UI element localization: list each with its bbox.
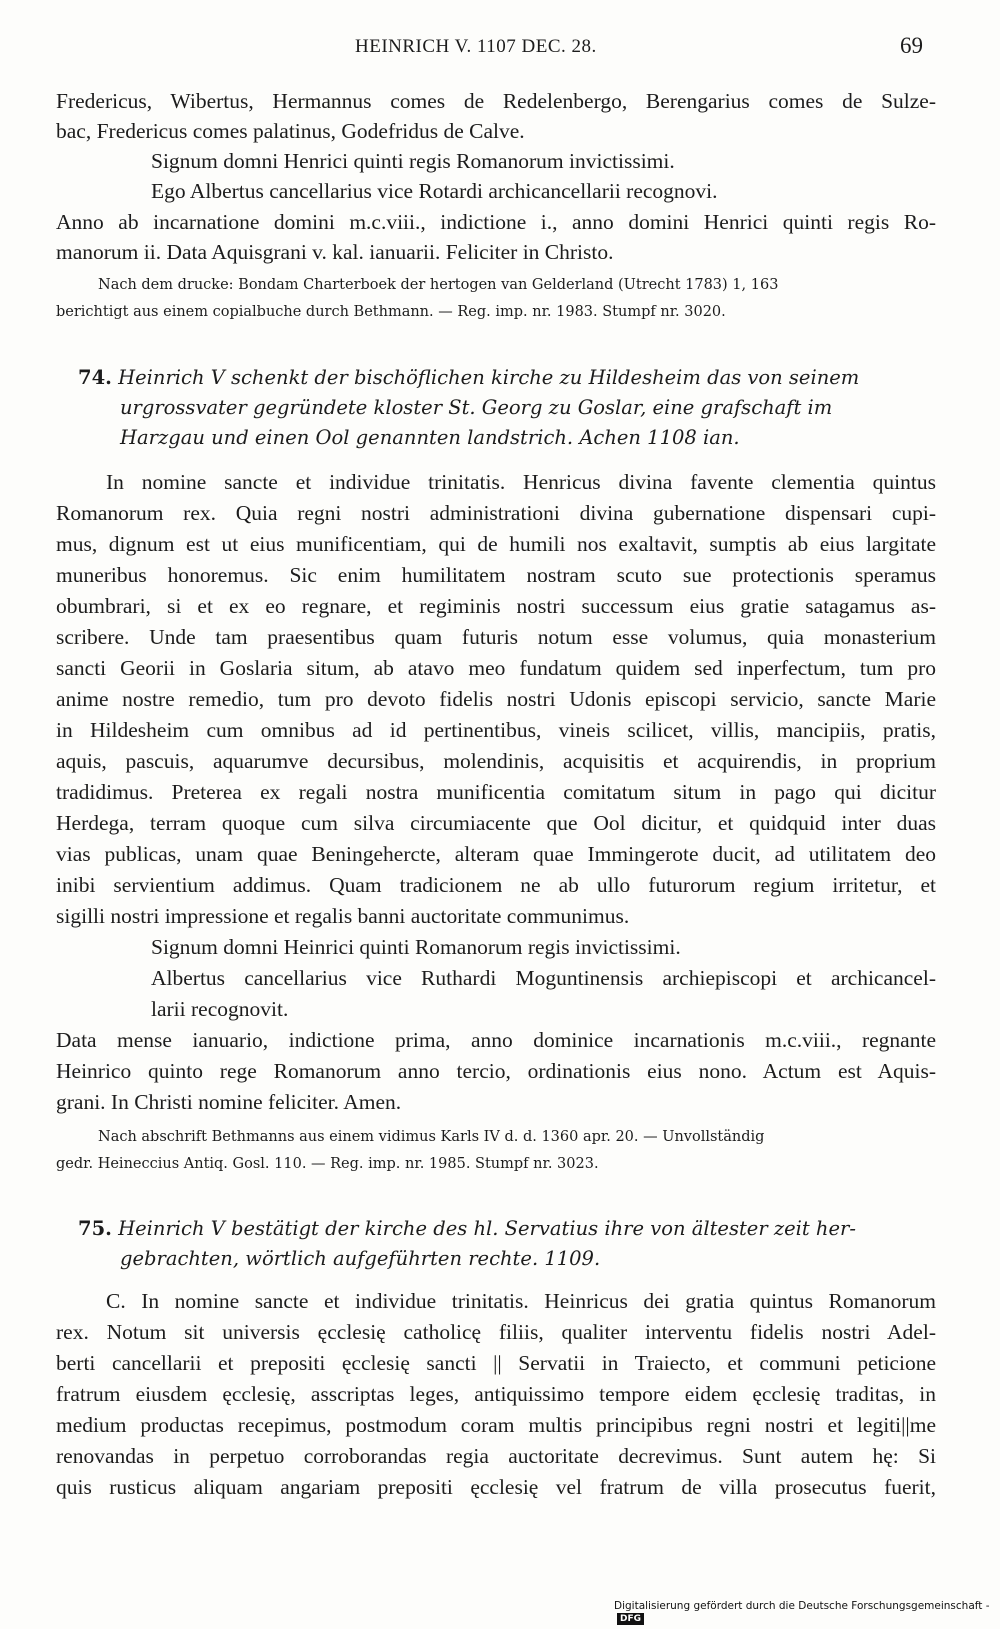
doc-74-text-line-2: Romanorum rex. Quia regni nostri administrationi divina gubernatione dispensari cupi- [56,501,936,525]
dating-74-line-2: Heinrico quinto rege Romanorum anno tercio, ordinationis eius nono. Actum est Aquis- [56,1059,936,1083]
doc-74-text-line-7: sancti Georii in Goslaria situm, ab atavo meo fundatum quidem sed inperfectum, tum pro [56,656,936,680]
dating-74-line-1: Data mense ianuario, indictione prima, anno dominice incarnationis m.c.viii., regnante [56,1028,936,1052]
doc-74-heading [60,363,936,453]
doc-75-text-line-4: fratrum eiusdem ęcclesię, asscriptas leges, antiquissimo tempore eidem ęcclesię traditas, in [56,1382,936,1406]
footer-credit: Digitalisierung gefördert durch die Deutsche Forschungsgemeinschaft - [614,1600,990,1612]
note-73-line-2: berichtigt aus einem copialbuche durch Bethmann. — Reg. imp. nr. 1983. Stumpf nr. 3020. [56,304,726,320]
signum-73: Signum domni Henrici quinti regis Romanorum invictissimi. [151,149,675,173]
dfg-logo-icon: DFG [617,1613,644,1625]
witness-line-2: bac, Fredericus comes palatinus, Godefridus de Calve. [56,119,525,143]
doc-74-text-line-15: sigilli nostri impressione et regalis banni auctoritate communimus. [56,904,630,928]
page-header [0,30,1000,70]
doc-74-text-line-3: mus, dignum est ut eius munificentiam, qui de humili nos exaltavit, sumptis ab eius largitate [56,532,936,556]
digitization-footer [614,1600,1000,1625]
witness-line-1: Fredericus, Wibertus, Hermannus comes de Redelenbergo, Berengarius comes de Sulze- [56,89,936,113]
doc-74-text-line-11: tradidimus. Preterea ex regali nostra munificentia comitatum situm in pago qui dicitur [56,780,936,804]
doc-74-text-line-4: muneribus honoremus. Sic enim humilitatem nostram scuto sue protectionis speramus [56,563,936,587]
recognition-74-line-1: Albertus cancellarius vice Ruthardi Moguntinensis archiepiscopi et archicancel- [151,966,936,990]
note-74-line-1: Nach abschrift Bethmanns aus einem vidimus Karls IV d. d. 1360 apr. 20. — Unvollständig [98,1129,765,1145]
doc-75-text-line-6: renovandas in perpetuo corroborandas regia auctoritate decrevimus. Sunt autem hę: Si [56,1444,936,1468]
doc-75-heading-line-1: Heinrich V bestätigt der kirche des hl. Servatius ihre von ältester zeit her- [118,1217,856,1240]
doc-74-text-line-12: Herdega, terram quoque cum silva circumiacente que Ool dicitur, et quidquid inter duas [56,811,936,835]
recognition-73: Ego Albertus cancellarius vice Rotardi archicancellarii recognovi. [151,179,718,203]
doc-75-text-line-2: rex. Notum sit universis ęcclesię catholicę filiis, qualiter interventu fidelis nostri Adel- [56,1320,936,1344]
note-73-line-1: Nach dem drucke: Bondam Charterboek der hertogen van Gelderland (Utrecht 1783) 1, 163 [98,277,779,293]
dating-73-line-2: manorum ii. Data Aquisgrani v. kal. ianuarii. Feliciter in Christo. [56,240,614,264]
doc-74-text-line-8: anime nostre remedio, tum pro devoto fidelis nostri Udonis episcopi servicio, sancte Marie [56,687,936,711]
doc-74-heading-line-3: Harzgau und einen Ool genannten landstrich. Achen 1108 ian. [120,426,740,449]
doc-74-text-line-13: vias publicas, unam quae Beningehercte, alteram quae Immingerote ducit, ad utilitatem deo [56,842,936,866]
doc-75-text-line-5: medium productas recepimus, postmodum coram multis principibus regni nostri et legiti||me [56,1413,936,1437]
note-73 [56,272,936,326]
doc-74-heading-line-1: Heinrich V schenkt der bischöflichen kirche zu Hildesheim das von seinem [118,366,860,389]
doc-74-text-line-1: In nomine sancte et individue trinitatis. Henricus divina favente clementia quintus [106,470,936,494]
doc-74-text-line-14: inibi servientium addimus. Quam tradicionem ne ab ullo futurorum regium irritetur, et [56,873,936,897]
dating-73-line-1: Anno ab incarnatione domini m.c.viii., indictione i., anno domini Henrici quinti regis Ro- [56,210,936,234]
running-head: HEINRICH V. 1107 DEC. 28. [355,36,597,57]
doc-74-text-line-9: in Hildesheim cum omnibus ad id pertinentibus, vineis scilicet, villis, mancipiis, pratis, [56,718,936,742]
doc-75-text-line-3: berti cancellarii et prepositi ęcclesię sancti || Servatii in Traiecto, et communi peticione [56,1351,936,1375]
doc-75-number: 75. [78,1217,112,1240]
doc-74-text-line-10: aquis, pascuis, aquarumve decursibus, molendinis, acquisitis et acquirendis, in proprium [56,749,936,773]
dating-74-line-3: grani. In Christi nomine feliciter. Amen. [56,1090,402,1114]
doc-75-text-line-1: C. In nomine sancte et individue trinitatis. Heinricus dei gratia quintus Romanorum [106,1289,936,1313]
doc-74-number: 74. [78,366,112,389]
doc-75-heading [60,1214,936,1274]
note-74-line-2: gedr. Heineccius Antiq. Gosl. 110. — Reg. imp. nr. 1985. Stumpf nr. 3023. [56,1156,599,1172]
doc-75-heading-line-2: gebrachten, wörtlich aufgeführten rechte. 1109. [120,1247,601,1270]
note-74 [56,1124,936,1178]
doc-74-text-line-6: scribere. Unde tam praesentibus quam futuris notum esse volumus, quia monasterium [56,625,936,649]
doc-75-text-line-7: quis rusticus aliquam angariam prepositi ęcclesię vel fratrum de villa prosecutus fuerit, [56,1475,936,1499]
doc-74-text-line-5: obumbrari, si et ex eo regnare, et regiminis nostri successum eius gratie satagamus as- [56,594,936,618]
recognition-74-line-2: larii recognovit. [151,997,289,1021]
doc-74-heading-line-2: urgrossvater gegründete kloster St. Georg zu Goslar, eine grafschaft im [120,396,833,419]
signum-74: Signum domni Heinrici quinti Romanorum regis invictissimi. [151,935,681,959]
page-number: 69 [900,33,923,58]
